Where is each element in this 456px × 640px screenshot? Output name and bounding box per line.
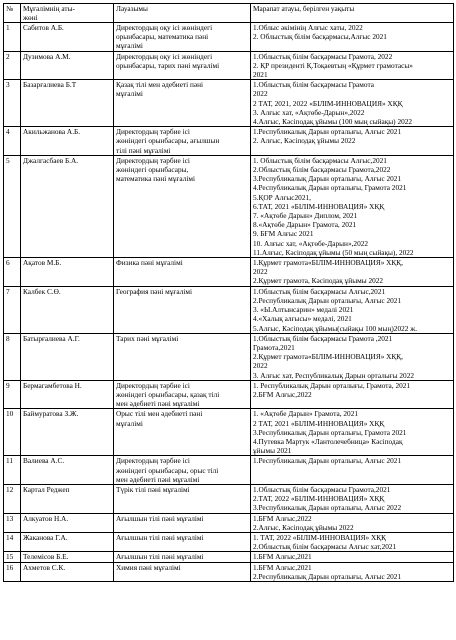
award-line: 2022 — [253, 267, 268, 277]
award-line: 4.Путевка Мартук «Лантолечебница» Кәсіподақ — [253, 436, 403, 446]
award-line: 2.БҒМ Алғыс,2022 — [253, 389, 312, 399]
award-line: 2021 — [253, 70, 268, 80]
row-number: 16 — [4, 562, 21, 581]
awards-cell — [251, 155, 454, 257]
row-number: 4 — [4, 127, 21, 156]
award-line: 2. ҚР президенті Қ.Тоқаевтың «Құрмет грамотасы» — [253, 60, 413, 70]
teacher-name: Валиева А.С. — [21, 456, 114, 485]
row-number: 12 — [4, 484, 21, 513]
teacher-name: Базарғалиева Б.Т — [21, 80, 114, 127]
award-line: 9. БҒМ Алғыс 2021 — [253, 229, 314, 239]
award-line: 1.Облыстық білім басқармасы Грамота — [253, 80, 374, 90]
award-line: 8.«Ақтөбе Дарын» Грамота, 2021 — [253, 220, 357, 230]
teacher-name: Ақатов М.Б. — [21, 258, 114, 287]
award-line: 2022 — [253, 89, 268, 99]
award-line: 1.БҒМ Алғыс,2021 — [253, 562, 312, 572]
awards-cell — [251, 484, 454, 513]
table-row — [4, 532, 454, 551]
teacher-name: Баймуратова З.Ж. — [21, 409, 114, 456]
award-line: 5.Алғыс, Кәсіподақ ұйымы(сыйақы 100 мың)2022 ж. — [253, 323, 418, 333]
award-line: 2.Алғыс, Кәсіподақ ұйымы 2022 — [253, 522, 354, 532]
award-line: 1.БҒМ Алғыс,2022 — [253, 513, 312, 523]
award-line: 4.Алғыс, Кәсіподақ ұйымы (100 мың сыйақы) 2022 — [253, 117, 413, 127]
award-line: 10. Алғыс хат, «Ақтөбе-Дарын»,2022 — [253, 238, 369, 248]
teacher-position: Химия пәні мұғалімі — [114, 562, 251, 581]
row-number: 10 — [4, 409, 21, 456]
teacher-name: Джалгасбаев Б.А. — [21, 155, 114, 257]
teacher-name: Дузимова А.М. — [21, 51, 114, 80]
award-line: 2.Облыстық білім басқармасы Грамота,2022 — [253, 165, 391, 175]
awards-cell — [251, 409, 454, 456]
award-line: 3. «Ы.Алтынсарин» медалі 2021 — [253, 305, 354, 315]
teacher-name: Картал Реджеп — [21, 484, 114, 513]
teacher-name: Телемісов Б.Е. — [21, 552, 114, 562]
awards-cell — [251, 380, 454, 409]
awards-cell — [251, 80, 454, 127]
row-number: 1 — [4, 23, 21, 52]
row-number: 14 — [4, 532, 21, 551]
award-line: 6.ТАТ, 2021 «БІЛІМ-ИННОВАЦИЯ» ХҚҚ — [253, 201, 385, 211]
teacher-position: Ағылшын тілі пәні мұғалімі — [114, 552, 251, 562]
award-line: 1.Облыстық білім басқармасы Грамота,2021 — [253, 484, 391, 494]
table-row — [4, 51, 454, 80]
award-line: 1.Республикалық Дарын орталығы, Алғыс 2021 — [253, 127, 402, 137]
table-header-row — [4, 4, 454, 23]
awards-cell — [251, 513, 454, 532]
award-line: 3.Республикалық Дарын орталығы, Алғыс 2022 — [253, 503, 402, 513]
awards-cell — [251, 456, 454, 485]
row-number: 2 — [4, 51, 21, 80]
row-number: 9 — [4, 380, 21, 409]
award-line: 2022 — [253, 361, 268, 371]
table-row — [4, 380, 454, 409]
award-line: 2. Алғыс, Кәсіподақ ұйымы 2022 — [253, 136, 356, 146]
award-line: 7. «Ақтөбе Дарын» Диплом, 2021 — [253, 211, 358, 221]
header-number: № — [4, 4, 21, 23]
teacher-name: Алкуатов Н.А. — [21, 513, 114, 532]
award-line: 1.Құрмет грамота«БІЛІМ-ИННОВАЦИЯ» ХҚҚ, — [253, 258, 403, 268]
award-line: 1. Облыстық білім басқармасы Алғыс,2021 — [253, 155, 387, 165]
teacher-position: Директордың тәрбие ісі жөніндегі орынбасары, орыс тілі мен әдебиеті пәні мұғалімі — [114, 456, 251, 485]
award-line: 1.Республикалық Дарын орталығы, Алғыс 2021 — [253, 456, 402, 466]
award-line: 3. Алғыс хат, «Ақтөбе-Дарын»,2022 — [253, 107, 365, 117]
award-line: 1.Облыстық білім басқармасы Алғыс,2021 — [253, 286, 386, 296]
teacher-position: Орыс тілі мен әдебиеті пәні мұғалімі — [114, 409, 251, 456]
awards-cell — [251, 286, 454, 333]
award-line: 2.Облыстық білім басқармасы Алғыс хат,2021 — [253, 542, 397, 552]
table-row — [4, 286, 454, 333]
teacher-position: Директордың тәрбие ісі жөніндегі орынбасары, математика пәні мұғалімі — [114, 155, 251, 257]
award-line: 2.Құрмет грамота«БІЛІМ-ИННОВАЦИЯ» ХҚҚ, — [253, 352, 403, 362]
award-line: 3.Республикалық Дарын орталығы, Грамота 2021 — [253, 427, 407, 437]
award-line: 1.Облыстық білім басқармасы Грамота, 2022 — [253, 51, 393, 61]
award-line: 2.ТАТ, 2022 «БІЛІМ-ИННОВАЦИЯ» ХҚҚ — [253, 494, 385, 504]
awards-cell — [251, 333, 454, 380]
header-teacher-name: Мұғалімнің аты- жөні — [21, 4, 114, 23]
awards-cell — [251, 532, 454, 551]
award-line: ұйымы 2021 — [253, 446, 292, 456]
table-row — [4, 562, 454, 581]
table-row — [4, 127, 454, 156]
header-awards: Марапат атауы, берілген уақыты — [251, 4, 454, 23]
teacher-name: Сабитов А.Б. — [21, 23, 114, 52]
row-number: 7 — [4, 286, 21, 333]
row-number: 3 — [4, 80, 21, 127]
awards-cell — [251, 562, 454, 581]
award-line: 4.«Халық алғысы» медалі, 2021 — [253, 314, 352, 324]
teacher-name: Бермагамбетова Н. — [21, 380, 114, 409]
table-row — [4, 513, 454, 532]
row-number: 8 — [4, 333, 21, 380]
teacher-name: Батырғалиева А.Г. — [21, 333, 114, 380]
teacher-position: Ағылшын тілі пәні мұғалімі — [114, 513, 251, 532]
teacher-name: Калбек С.Ө. — [21, 286, 114, 333]
teacher-position: Түрік тілі пәні мұғалімі — [114, 484, 251, 513]
award-line: 2. Облыстық білім басқармасы,Алғыс 2021 — [253, 32, 387, 42]
table-row — [4, 484, 454, 513]
award-line: 2 ТАТ, 2021, 2022 «БІЛІМ-ИННОВАЦИЯ» ХҚҚ — [253, 98, 403, 108]
award-line: 2.Республикалық Дарын орталығы, Алғыс 2021 — [253, 295, 402, 305]
award-line: 2.Құрмет грамота, Кәсіподақ ұйымы 2022 — [253, 276, 384, 286]
table-row — [4, 409, 454, 456]
award-line: 3.Республикалық Дарын орталығы, Алғыс 2021 — [253, 174, 402, 184]
teacher-position: Директордың оқу ісі жөніндегі орынбасары, тарих пәні мұғалімі — [114, 51, 251, 80]
table-row — [4, 155, 454, 257]
table-row — [4, 258, 454, 287]
teacher-position: Қазақ тілі мен әдебиеті пәні мұғалімі — [114, 80, 251, 127]
award-line: 1.Облыс әкімінің Алғыс хаты, 2022 — [253, 23, 363, 32]
teacher-position: Директордың тәрбие ісі жөніндегі орынбасары, қазақ тілі мен әдебиеті пәні мұғалімі — [114, 380, 251, 409]
teacher-position: География пәні мұғалімі — [114, 286, 251, 333]
document-page — [3, 3, 454, 582]
table-body — [4, 23, 454, 582]
table-row — [4, 456, 454, 485]
award-line: 2.Республикалық Дарын орталығы, Алғыс 2021 — [253, 571, 402, 581]
award-line: 1. Республикалық Дарын орталығы, Грамота, 2021 — [253, 380, 411, 390]
award-line: 4.Республикалық Дарын орталығы, Грамота 2021 — [253, 183, 407, 193]
teacher-position: Директордың оқу ісі жөніндегі орынбасары, математика пәні мұғалімі — [114, 23, 251, 52]
teacher-position: Ағылшын тілі пәні мұғалімі — [114, 532, 251, 551]
award-line: 1.Облыстық білім басқармасы Грамота ,2021 — [253, 333, 393, 343]
table-row — [4, 333, 454, 380]
award-line: 2 ТАТ, 2021 «БІЛІМ-ИННОВАЦИЯ» ХҚҚ — [253, 418, 385, 428]
teacher-name: Жаканова Г.А. — [21, 532, 114, 551]
award-line: 1. ТАТ, 2022 «БІЛІМ-ИННОВАЦИЯ» ХҚҚ — [253, 532, 387, 542]
awards-cell — [251, 127, 454, 156]
teacher-position: Директордың тәрбие ісі жөніндегі орынбасары, ағылшын тілі пәні мұғалімі — [114, 127, 251, 156]
awards-cell — [251, 23, 454, 52]
teacher-name: Ахметов С.К. — [21, 562, 114, 581]
teacher-name: Акильжанова А.Б. — [21, 127, 114, 156]
header-position: Лауазымы — [114, 4, 251, 23]
row-number: 11 — [4, 456, 21, 485]
awards-cell — [251, 258, 454, 287]
awards-cell — [251, 552, 454, 562]
row-number: 6 — [4, 258, 21, 287]
award-line: 3. Алғыс хат, Республикалық Дарын орталығы 2022 — [253, 370, 414, 380]
award-line: 1. «Ақтөбе Дарын» Грамота, 2021 — [253, 409, 358, 419]
teacher-position: Физика пәні мұғалімі — [114, 258, 251, 287]
teacher-position: Тарих пәні мұғалімі — [114, 333, 251, 380]
table-row — [4, 23, 454, 52]
awards-cell — [251, 51, 454, 80]
row-number: 5 — [4, 155, 21, 257]
award-line: 11.Алғыс, Кәсіподақ ұйымы (50 мың сыйақы), 2022 — [253, 247, 414, 257]
row-number: 13 — [4, 513, 21, 532]
award-line: 1.БҒМ Алғыс,2021 — [253, 552, 312, 562]
table-row — [4, 80, 454, 127]
award-line: 5.ҚОР Алғыс2021, — [253, 192, 311, 202]
awards-table — [3, 3, 454, 582]
table-row — [4, 552, 454, 562]
row-number: 15 — [4, 552, 21, 562]
award-line: Грамота,2021 — [253, 342, 295, 352]
